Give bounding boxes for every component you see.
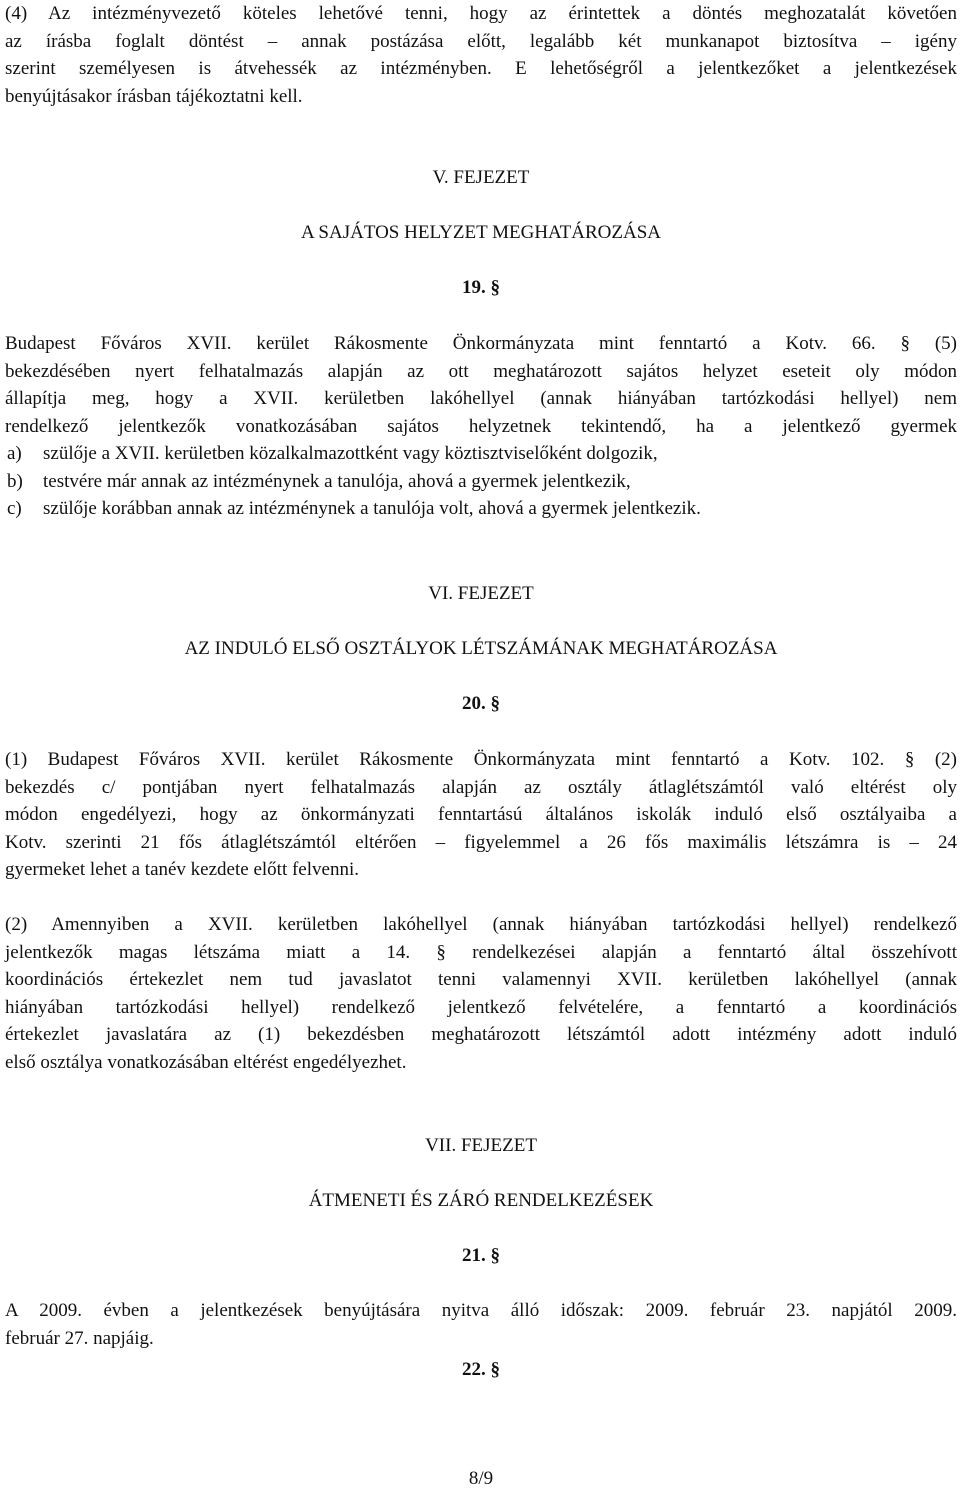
text-line: jelentkezők magas létszáma miatt a 14. § rendelkezései alapján a fenntartó által összehívott xyxy=(5,941,957,963)
list-item xyxy=(5,495,957,523)
list-item xyxy=(5,440,957,468)
list-item-label: a) xyxy=(7,443,22,464)
text-line: gyermeket lehet a tanév kezdete előtt felvenni. xyxy=(5,859,359,880)
text-line: bekezdésében nyert felhatalmazás alapján az ott meghatározott sajátos helyzet eseteit oly módon xyxy=(5,360,957,382)
text-line: bekezdés c/ pontjában nyert felhatalmazás alapján az osztály átlaglétszámtól való eltérést oly xyxy=(5,776,957,798)
text-line: Budapest Főváros XVII. kerület Rákosmente Önkormányzata mint fenntartó a Kotv. 66. § (5) xyxy=(5,333,957,354)
text-line: rendelkező jelentkezők vonatkozásában sajátos helyzetnek tekintendő, ha a jelentkező gyermek xyxy=(5,415,957,437)
section-22: 22. § xyxy=(462,1359,500,1380)
text-line: (2) Amennyiben a XVII. kerületben lakóhellyel (annak hiányában tartózkodási hellyel) rendelkező xyxy=(5,914,957,935)
section-20-paragraph-1 xyxy=(5,746,957,884)
section-21: 21. § xyxy=(462,1245,500,1266)
text-line: benyújtásakor írásban tájékoztatni kell. xyxy=(5,85,303,107)
section-20: 20. § xyxy=(462,693,500,714)
text-line: módon engedélyezi, hogy az önkormányzati fenntartású általános iskolák induló első osztályaiba a xyxy=(5,804,957,825)
list-item-label: c) xyxy=(7,498,22,519)
chapter-5-title: A SAJÁTOS HELYZET MEGHATÁROZÁSA xyxy=(301,222,661,243)
chapter-5-heading: V. FEJEZET xyxy=(432,167,530,188)
list-item xyxy=(5,468,957,496)
text-line: állapítja meg, hogy a XVII. kerületben lakóhellyel (annak hiányában tartózkodási hellyel) nem xyxy=(5,388,957,409)
text-line: az írásba foglalt döntést – annak postázása előtt, legalább két munkanapot biztosítva – igény xyxy=(5,30,957,52)
chapter-6-title: AZ INDULÓ ELSŐ OSZTÁLYOK LÉTSZÁMÁNAK MEGHATÁROZÁSA xyxy=(184,638,778,659)
text-line: szerint személyesen is átvehessék az intézményben. E lehetőségről a jelentkezőket a jelentkezések xyxy=(5,58,957,79)
paragraph-4 xyxy=(5,0,957,110)
chapter-7-title: ÁTMENETI ÉS ZÁRÓ RENDELKEZÉSEK xyxy=(308,1190,654,1211)
text-line: Kotv. szerinti 21 fős átlaglétszámtól eltérően – figyelemmel a 26 fős maximális létszámra is – 24 xyxy=(5,831,957,853)
list-item-text: testvére már annak az intézménynek a tanulója, ahová a gyermek jelentkezik, xyxy=(43,470,631,492)
list-item-text: szülője korábban annak az intézménynek a tanulója volt, ahová a gyermek jelentkezik. xyxy=(43,498,701,519)
text-line: első osztálya vonatkozásában eltérést engedélyezhet. xyxy=(5,1051,407,1073)
text-line: hiányában tartózkodási hellyel) rendelkező jelentkező felvételére, a fenntartó a koordinációs xyxy=(5,996,957,1018)
text-line: február 27. napjáig. xyxy=(5,1327,154,1349)
text-line: koordinációs értekezlet nem tud javaslatot tenni valamennyi XVII. kerületben lakóhellyel (annak xyxy=(5,969,957,990)
list-item-label: b) xyxy=(7,470,23,492)
section-20-paragraph-2 xyxy=(5,911,957,1076)
list-item-text: szülője a XVII. kerületben közalkalmazottként vagy köztisztviselőként dolgozik, xyxy=(43,443,658,464)
chapter-6-heading: VI. FEJEZET xyxy=(428,583,534,604)
text-line: (1) Budapest Főváros XVII. kerület Rákosmente Önkormányzata mint fenntartó a Kotv. 102. § (2) xyxy=(5,749,957,770)
page-number: 8/9 xyxy=(468,1468,494,1489)
text-line: (4) Az intézményvezető köteles lehetővé tenni, hogy az érintettek a döntés meghozatalát követően xyxy=(5,3,957,24)
text-line: A 2009. évben a jelentkezések benyújtására nyitva álló időszak: 2009. február 23. napjától 2009. xyxy=(5,1300,957,1321)
section-19: 19. § xyxy=(462,277,500,298)
chapter-7-heading: VII. FEJEZET xyxy=(425,1135,537,1156)
text-line: értekezlet javaslatára az (1) bekezdésben meghatározott létszámtól adott intézmény adott induló xyxy=(5,1024,957,1045)
section-21-body xyxy=(5,1297,957,1352)
section-19-body xyxy=(5,330,957,523)
